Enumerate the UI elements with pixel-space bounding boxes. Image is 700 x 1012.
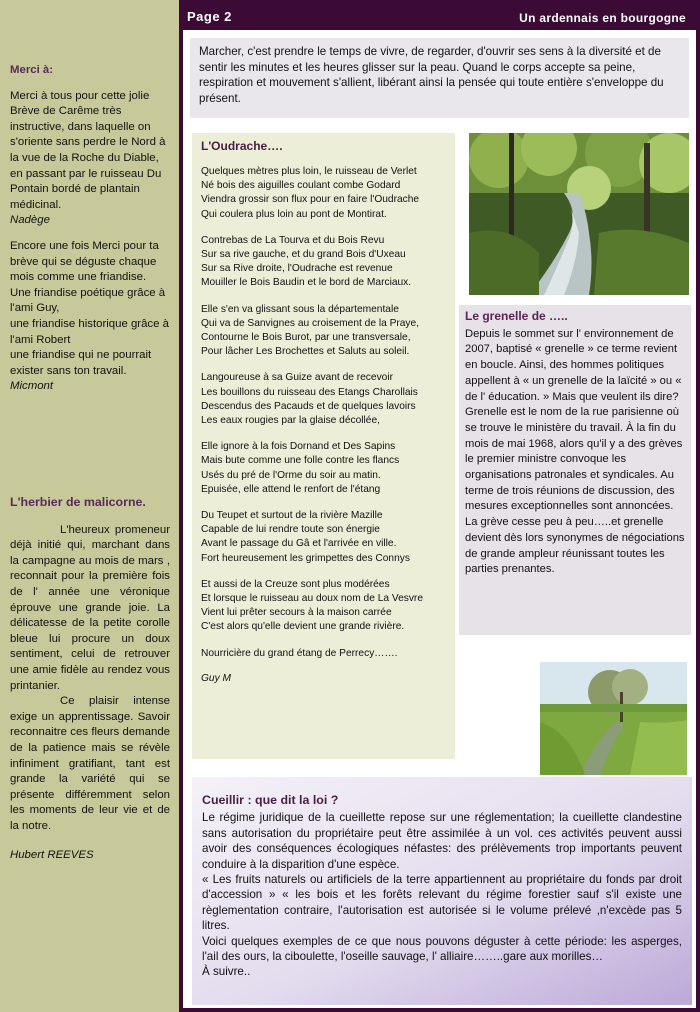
poem-title: L'Oudrache….: [201, 139, 283, 153]
herbier-paragraph-1: L'heureux promeneur déjà initié qui, marchant dans la campagne au mois de mars , reconnait pour la première fois de l' année une véronique éprouve une grande joie. La délicatesse de la petite corolle bleue lui procure un doux sentiment, celui de retrouver une amie fidèle au rendez vous printanier.: [10, 523, 170, 692]
newsletter-title: Un ardennais en bourgogne: [519, 11, 686, 25]
grenelle-box: [459, 305, 691, 635]
grenelle-text: Depuis le sommet sur l' environnement de 2007, baptisé « grenelle » ce terme revient en boucle. Ainsi, des hommes politiques appellent à « un grenelle de la laïcité » ou « de l' éducation. » Mais que veulent ils dire? Grenelle est le nom de la rue parisienne où se trouve le ministère du travail. À la fin du mois de mai 1968, alors qu'il y a des grèves le premier ministre convoque les organisations patronales et syndicales. Au terme de trois réunions de discussion, des mesures exceptionnelles sont annoncées. La grève cesse peu à peu…..et grenelle devient dès lors synonymes de négociations de grande ampleur réunissant toutes les parties prenantes.: [465, 327, 685, 576]
poem-stanza: Elle s'en va glissant sous la départementale Qui va de Sanvignes au croisement de la Praye, Contourne le Bois Burot, par une transversale, Pour lâcher Les Brochettes et Saluts au soleil.: [201, 303, 420, 358]
grenelle-title: Le grenelle de …..: [465, 309, 568, 323]
field-ditch-photo: [540, 662, 687, 775]
poem-stanza: Nourricière du grand étang de Perrecy…….: [201, 647, 398, 659]
poem-stanza: Elle ignore à la fois Dornand et Des Sapins Mais bute comme une folle contre les flancs Usés du pré de l'Orme du soir au matin. Epuisée, elle attend le renfort de l'étang: [201, 441, 400, 495]
poem-stanza: Langoureuse à sa Guize avant de recevoir Les bouillons du ruisseau des Etangs Charollais Descendus des Pacauds et de quelques lavoirs Les eaux rougies par la glaise décollée,: [201, 372, 418, 427]
poem-stanza: Quelques mètres plus loin, le ruisseau de Verlet Né bois des aiguilles coulant combe Godard Viendra grossir son flux pour en faire l'Oudrache Qui coulera plus loin au pont de Montirat.: [201, 166, 420, 220]
poem-stanza: Et aussi de la Creuze sont plus modérées Et lorsque le ruisseau au doux nom de La Vesvre Vient lui prêter secours à la maison carrée C'est alors qu'elle devient une grande rivière.: [201, 578, 423, 633]
intro-text: Marcher, c'est prendre le temps de vivre, de regarder, d'ouvrir ses sens à la diversité et de sentir les minutes et les heures glisser sur la peau. Quand le corps accepte sa peine, respiration et mouvement s'allient, libérant ainsi la pensée qui toute entière s'enveloppe du présent.: [199, 45, 664, 105]
law-paragraph-3: Voici quelques exemples de ce que nous pouvons déguster à cette période: les asperges, l'ail des ours, la ciboulette, l'oseille sauvage, l' alliaire……..gare aux morilles…: [202, 934, 682, 964]
merci-body: Merci à tous pour cette jolie Brève de Carême très instructive, dans laquelle on s'oriente sans perdre le Nord à la vue de la Roche du Diable, en passant par le ruisseau Du Pontain bordé de plantain médicinal.: [10, 89, 166, 211]
micmont-body: Encore une fois Merci pour ta brève qui se déguste chaque mois comme une friandise. Une friandise poétique grâce à l'ami Guy, une friandise historique grâce à l'ami Robert une friandise qui ne pourrait exister sans ton travail.: [10, 239, 169, 377]
merci-section: [10, 63, 170, 395]
page-number: Page 2: [187, 9, 232, 24]
poem-stanza: Du Teupet et surtout de la rivière Mazille Capable de lui rendre toute son énergie Avant le passage du Gâ et l'arrivée en ville. Fort heureusement les grimpettes des Connys: [201, 510, 410, 564]
merci-signature: Nadège: [10, 214, 50, 227]
intro-box: [190, 38, 689, 118]
merci-heading: Merci à:: [10, 64, 54, 76]
law-paragraph-1: Le régime juridique de la cueillette repose sur une réglementation; la cueillette clandestine sans autorisation du propriétaire peut être assimilée à un vol. ces activités peuvent aussi avoir des conséquences écologiques néfastes: des prélèvements trop importants peuvent conduire à la disparition d'une espèce.: [202, 811, 682, 871]
law-paragraph-4: À suivre..: [202, 965, 251, 979]
law-paragraph-2: « Les fruits naturels ou artificiels de la terre appartiennent au propriétaire du fonds par droit d'accession » « les bois et les forêts relevant du régime forestier sauf s'il existe une règlementation contraire, l'autorisation est autorisée si le volume prélevé ,n'excède pas 5 litres.: [202, 873, 682, 933]
poem-stanza: Contrebas de La Tourva et du Bois Revu Sur sa rive gauche, et du grand Bois d'Uxeau Sur sa Rive droite, l'Oudrache est revenue Mouiller le Bois Baudin et le bord de Marciaux.: [201, 234, 412, 289]
poem-box: [192, 133, 455, 759]
micmont-signature: Micmont: [10, 380, 54, 393]
law-box: [192, 777, 692, 1005]
stream-in-woods-photo: [469, 133, 689, 295]
law-title: Cueillir : que dit la loi ?: [202, 793, 339, 807]
herbier-signature: Hubert REEVES: [10, 849, 94, 862]
poem-signature: Guy M: [201, 672, 232, 684]
herbier-heading: L'herbier de malicorne.: [10, 495, 146, 509]
content-area: [183, 0, 696, 1012]
herbier-paragraph-2: Ce plaisir intense exige un apprentissage. Savoir reconnaitre ces fleurs demande de la patience mais se révèle infiniment gratifiant, tant est grande la variété qui se présente différemment selon les moments de leur vie et de la notre.: [10, 695, 170, 832]
left-sidebar: [0, 0, 179, 1012]
herbier-section: [10, 495, 170, 864]
